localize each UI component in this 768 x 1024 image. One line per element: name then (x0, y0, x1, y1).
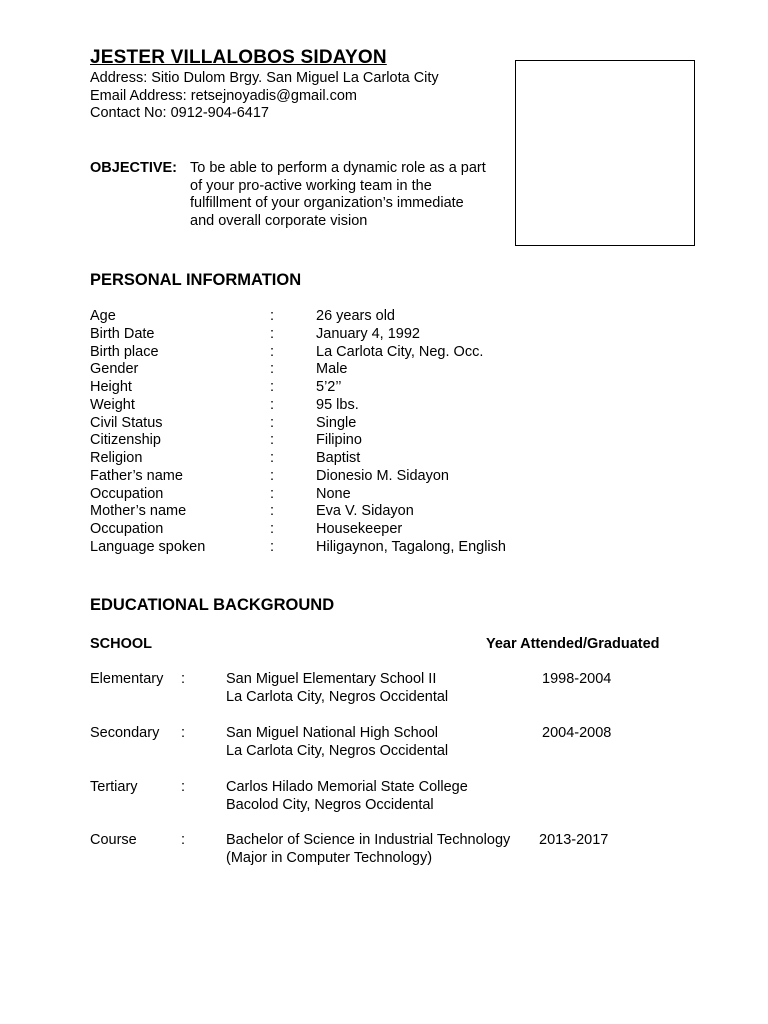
education-level: Elementary (90, 671, 164, 687)
info-colon: : (270, 485, 275, 502)
personal-information-heading: PERSONAL INFORMATION (90, 271, 302, 289)
info-colon: : (270, 521, 275, 537)
info-label: Weight (90, 396, 135, 413)
info-label: Occupation (90, 485, 164, 502)
info-value: Male (316, 361, 348, 378)
info-colon: : (270, 343, 275, 360)
education-colon: : (181, 671, 186, 687)
school-location: La Carlota City, Negros Occidental (226, 688, 449, 705)
info-value: 26 years old (316, 308, 395, 324)
education-school (226, 832, 510, 867)
education-school (226, 725, 448, 760)
education-school (226, 779, 468, 814)
info-value: 95 lbs. (316, 396, 359, 413)
info-colon: : (270, 379, 275, 395)
objective-text (190, 160, 510, 230)
info-label: Occupation (90, 521, 164, 537)
info-label: Gender (90, 361, 139, 378)
year-column-header: Year Attended/Graduated (486, 636, 660, 652)
info-row-mothers-name (90, 503, 610, 521)
info-colon: : (270, 308, 275, 324)
info-row-age (90, 308, 610, 326)
objective-label: OBJECTIVE: (90, 160, 178, 176)
school-name: Bachelor of Science in Industrial Technology (226, 832, 511, 848)
info-colon: : (270, 432, 275, 449)
info-row-mother-occupation (90, 521, 610, 539)
school-location: Bacolod City, Negros Occidental (226, 796, 434, 813)
info-value: Dionesio M. Sidayon (316, 467, 449, 484)
education-years: 1998-2004 (542, 671, 612, 687)
info-row-fathers-name (90, 468, 610, 486)
info-row-civil-status (90, 415, 610, 433)
info-row-citizenship (90, 432, 610, 450)
info-colon: : (270, 503, 275, 520)
education-years: 2004-2008 (542, 725, 612, 741)
school-name: San Miguel Elementary School II (226, 671, 437, 687)
info-label: Religion (90, 450, 143, 466)
objective-line: To be able to perform a dynamic role as a part (190, 160, 486, 176)
info-row-height (90, 379, 610, 397)
education-school (226, 671, 448, 706)
info-colon: : (270, 467, 275, 484)
contact-number-line: Contact No: 0912-904-6417 (90, 105, 269, 122)
education-level: Course (90, 832, 137, 848)
objective-line: fulfillment of your organization’s immediate (190, 195, 464, 212)
contact-block (90, 70, 439, 123)
info-value: Eva V. Sidayon (316, 503, 414, 520)
school-column-header: SCHOOL (90, 636, 153, 652)
info-colon: : (270, 538, 275, 555)
info-label: Mother’s name (90, 503, 187, 520)
objective-line: of your pro-active working team in the (190, 177, 432, 194)
education-colon: : (181, 725, 186, 741)
info-row-gender (90, 361, 610, 379)
info-label: Father’s name (90, 467, 183, 484)
info-label: Language spoken (90, 538, 206, 555)
personal-information-list (90, 308, 610, 557)
info-row-birth-place (90, 344, 610, 362)
info-value: January 4, 1992 (316, 325, 420, 342)
info-row-birth-date (90, 326, 610, 344)
education-level: Tertiary (90, 779, 138, 795)
info-value: Single (316, 414, 357, 431)
school-location: (Major in Computer Technology) (226, 849, 433, 866)
education-level: Secondary (90, 725, 160, 741)
info-colon: : (270, 396, 275, 413)
info-label: Citizenship (90, 432, 161, 449)
info-value: Baptist (316, 450, 361, 466)
school-name: San Miguel National High School (226, 725, 438, 741)
info-colon: : (270, 450, 275, 466)
school-name: Carlos Hilado Memorial State College (226, 779, 468, 795)
info-value: Filipino (316, 432, 362, 449)
objective-line: and overall corporate vision (190, 212, 368, 229)
info-value: 5’2’’ (316, 379, 342, 395)
info-label: Civil Status (90, 414, 163, 431)
info-row-weight (90, 397, 610, 415)
info-label: Birth Date (90, 325, 155, 342)
info-row-religion (90, 450, 610, 468)
applicant-name: JESTER VILLALOBOS SIDAYON (90, 47, 387, 68)
photo-placeholder (515, 60, 695, 246)
info-value: Hiligaynon, Tagalong, English (316, 538, 506, 555)
info-value: Housekeeper (316, 521, 403, 537)
info-row-father-occupation (90, 486, 610, 504)
info-colon: : (270, 361, 275, 378)
email-line: Email Address: retsejnoyadis@gmail.com (90, 87, 357, 104)
info-label: Height (90, 379, 132, 395)
education-colon: : (181, 832, 186, 848)
education-colon: : (181, 779, 186, 795)
info-colon: : (270, 325, 275, 342)
education-years: 2013-2017 (539, 832, 609, 848)
info-label: Age (90, 308, 116, 324)
educational-background-heading: EDUCATIONAL BACKGROUND (90, 596, 335, 614)
school-location: La Carlota City, Negros Occidental (226, 742, 449, 759)
info-label: Birth place (90, 343, 159, 360)
info-value: None (316, 485, 351, 502)
info-value: La Carlota City, Neg. Occ. (316, 343, 484, 360)
info-colon: : (270, 414, 275, 431)
address-line: Address: Sitio Dulom Brgy. San Miguel La Carlota City (90, 70, 439, 86)
info-row-language-spoken (90, 539, 610, 557)
